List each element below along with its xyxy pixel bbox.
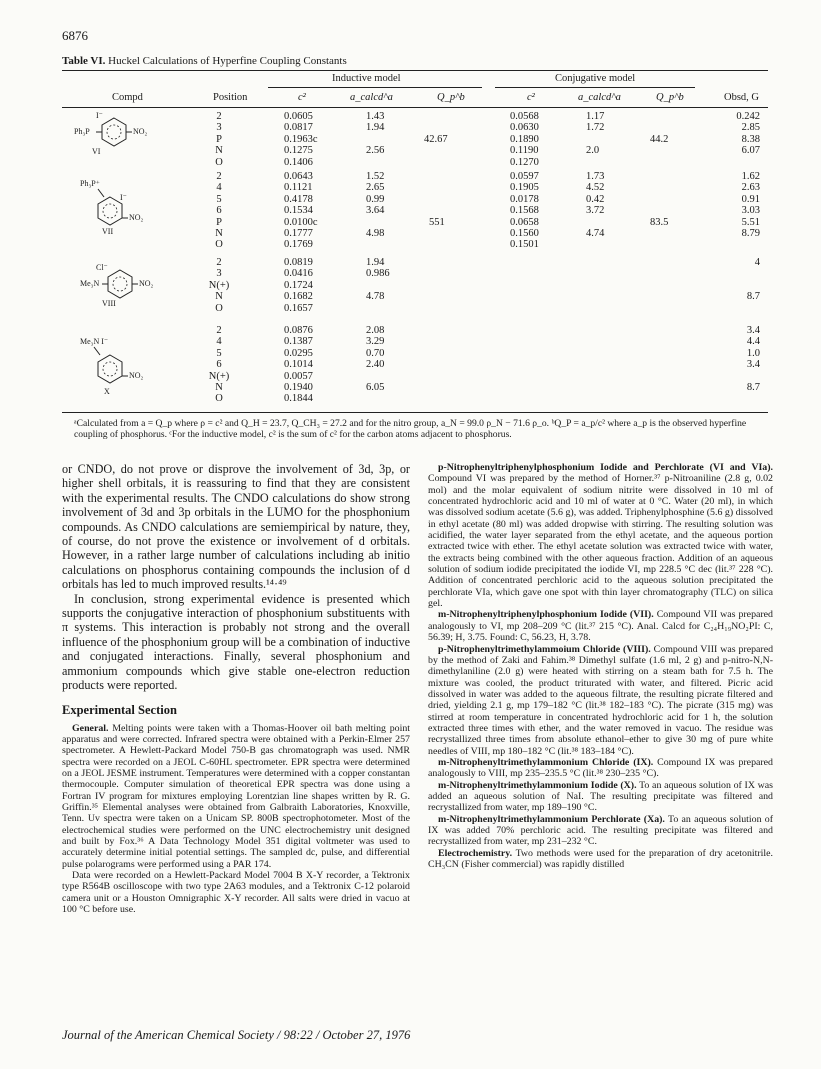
vi-ind-a: 1.43 1.94 2.56 bbox=[366, 111, 385, 157]
viii-substituent: Me₃N bbox=[80, 279, 100, 288]
vii-conj-a: 1.73 4.52 0.42 3.72 4.74 bbox=[586, 171, 605, 240]
header-ind-qp: Q_p^b bbox=[437, 92, 465, 103]
table-top-rule bbox=[62, 70, 768, 71]
vii-ind-q: 551 bbox=[429, 216, 445, 228]
x-position: 2 4 5 6 N(+) N O bbox=[208, 325, 230, 405]
procedure-x-text: To an aqueous solution of IX was added an aqueous solution of NaI. The resulting precipitate was filtered and recrystallized from water, mp 189–190 °C. bbox=[428, 779, 773, 814]
x-substituent: Me₃N I⁻ bbox=[80, 337, 109, 346]
conjugative-model-header: Conjugative model bbox=[555, 73, 636, 84]
procedure-ix-text: Compound IX was prepared analogously to VIII, mp 235–235.5 °C (lit.³⁸ 230–235 °C). bbox=[428, 756, 773, 780]
vi-position: 2 3 P N O bbox=[215, 111, 223, 168]
inductive-model-header: Inductive model bbox=[332, 73, 401, 84]
procedure-xa-heading: m-Nitrophenyltrimethylammonium Perchlorate (Xa). bbox=[438, 813, 665, 825]
procedure-vi-heading: p-Nitrophenyltriphenylphosphonium Iodide and Perchlorate (VI and VIa). bbox=[438, 462, 773, 473]
procedure-vi-text: Compound VI was prepared by the method of Horner.³⁷ p-Nitroaniline (2.8 g, 0.02 mol) and the molar equivalent of sodium nitrite were dissolved in 10 ml of concentrated hydrochloric acid and 10 ml of water at 0 °C. Water (20 ml), in which was dissolved sodium acetate (5.6 g), was added. Triphenylphosphine (5.6 g) dissolved in ethyl acetate (80 ml) was added dropwise with stirring. The resulting solution was acidified, the water layer separated from the ethyl acetate, and the aqueous portion extracted twice with ether. The ethyl acetate solution was extracted twice with water, the extracts being combined with the other aqueous fraction. Addition of an aqueous solution of sodium iodide precipitated the iodide VI, mp 228.5 °C dec (lit.³⁷ 228 °C). Addition of concentrated perchloric acid to the aqueous solution precipitated the perchlorate VIa, which gave one spot with thin layer chromatography (TLC) on silica gel. bbox=[428, 473, 773, 610]
body-paragraph-cndo: or CNDO, do not prove or disprove the involvement of 3d, 3p, or higher shell orbitals, it is reassuring to find that they are consistent with the experimental results. The CNDO calculations do show strong involvement of 3d and 3p orbitals in the LUMO for the phosphonium compounds. As CNDO calculations are semiempirical by nature, they, of course, do not prove the existence or involvement of d orbitals. However, in a rather large number of calculations including ab initio calculations on phosphorus containing compounds the inclusion of d orbitals has led to much improved results.¹⁴·⁴⁹ bbox=[62, 462, 410, 592]
conjugative-group-rule bbox=[495, 87, 695, 88]
vi-substituent: Ph₃P bbox=[74, 127, 90, 136]
table-footnote-text: ᵃCalculated from a = Q_p where ρ = c² and Q_H = 23.7, Q_CH₃ = 27.2 and for the nitro group, a_N = 99.0 ρ_N − 71.6 ρ_o. ᵇQ_P = a_p/c² where a_p is the observed hyperfine coupling of phosphorus. ᶜFor the inductive model, c² is the sum of c² for the carbon atoms adjacent to phosphorus. bbox=[74, 418, 747, 440]
procedure-vi bbox=[428, 462, 773, 609]
vii-ind-a: 1.52 2.65 0.99 3.64 4.98 bbox=[366, 171, 385, 240]
x-ind-a: 2.08 3.29 0.70 2.40 6.05 bbox=[366, 325, 385, 394]
x-label: X bbox=[104, 387, 110, 396]
header-ind-c2: c² bbox=[298, 92, 306, 103]
table-title-text: Huckel Calculations of Hyperfine Coupling Constants bbox=[108, 55, 347, 67]
vii-obsd: 1.62 2.63 0.91 3.03 5.51 8.79 bbox=[741, 171, 760, 240]
header-conj-c2: c² bbox=[527, 92, 535, 103]
vii-counterion: I⁻ bbox=[120, 193, 127, 202]
header-conj-qp: Q_p^b bbox=[656, 92, 684, 103]
experimental-section-heading: Experimental Section bbox=[62, 702, 177, 717]
general-heading: General. bbox=[72, 722, 109, 734]
table-header-rule bbox=[62, 107, 768, 108]
procedure-electrochemistry bbox=[428, 848, 773, 871]
vi-label: VI bbox=[92, 147, 101, 156]
table-footnote bbox=[74, 418, 764, 440]
procedure-viii-text: Compound VIII was prepared by the method of Zaki and Fahim.³⁸ Dimethyl sulfate (1.6 ml, 2 g) and p-nitro-N,N-dimethylaniline (2.0 g) were heated with stirring on a steam bath for 7.5 h. The mixture was cooled, the product triturated with water, and filtered. Picric acid dissolved in water was added to the aqueous filtrate, the resulting picrate filtered and dried, yielding 2.1 g, mp 179–182 °C (lit.³⁸ 182–183 °C). The picrate (315 mg) was stirred at room temperature in concentrated hydrochloric acid for 1 h, the solution extracted three times with ether, and the water removed in vacuo. The residue was recrystallized three times from absolute ethanol–ether to give 30 mg of pure white needles of VIII, mp 180–182 °C (lit.³⁸ 183–184 °C). bbox=[428, 643, 774, 757]
vii-conj-c2: 0.0597 0.1905 0.0178 0.1568 0.0658 0.1560 0.1501 bbox=[510, 171, 539, 251]
right-column bbox=[428, 462, 773, 870]
structure-vi bbox=[74, 111, 154, 155]
viii-label: VIII bbox=[102, 299, 116, 308]
table-bottom-rule bbox=[62, 412, 768, 413]
body-paragraph-conclusion: In conclusion, strong experimental evidence is presented which supports the conjugative interaction of phosphonium substituents with π systems. This interaction is probably not strong and the overall influence of the phosphonium group will be a combination of inductive and conjugated interactions. Finally, several phosphonium and ammonium compounds which give stable one-electron reduction products were reported. bbox=[62, 591, 410, 693]
structure-viii bbox=[80, 263, 160, 307]
vii-ind-c2: 0.0643 0.1121 0.4178 0.1534 0.0100c 0.1777 0.1769 bbox=[284, 171, 318, 251]
electrochemistry-text: Two methods were used for the preparation of dry acetonitrile. CH₃CN (Fisher commercial) was rapidly distilled bbox=[428, 847, 773, 871]
viii-position: 2 3 N(+) N O bbox=[208, 257, 230, 314]
electrochemistry-heading: Electrochemistry. bbox=[438, 847, 513, 859]
viii-nitro: NO₂ bbox=[139, 279, 154, 288]
vii-substituent: Ph₃P⁺ bbox=[80, 179, 100, 188]
general-paragraph bbox=[62, 723, 410, 870]
inductive-group-rule bbox=[268, 87, 482, 88]
procedure-vii-text: Compound VII was prepared analogously to VI, mp 208–209 °C (lit.³⁷ 215 °C). Anal. Calcd for C₂₄H₁₉NO₂PI: C, 56.39; H, 3.75. Found: C, 56.23, H, 3.78. bbox=[428, 609, 773, 644]
header-conj-acalcd: a_calcd^a bbox=[578, 92, 621, 103]
header-position: Position bbox=[213, 92, 248, 103]
header-obsd: Obsd, G bbox=[724, 92, 760, 103]
vi-conj-c2: 0.0568 0.0630 0.1890 0.1190 0.1270 bbox=[510, 111, 539, 168]
vi-conj-a: 1.17 1.72 2.0 bbox=[586, 111, 605, 157]
header-ind-acalcd: a_calcd^a bbox=[350, 92, 393, 103]
procedure-viii-heading: p-Nitrophenyltrimethylammoium Chloride (VIII). bbox=[438, 643, 651, 655]
data-recording-paragraph: Data were recorded on a Hewlett-Packard Model 7004 B X-Y recorder, a Tektronix type R564B oscilloscope with two type 2A63 modules, and a Tektronix C-12 polaroid camera unit or a Houston Omnigraphic X-Y recorder. All salts were dried in vacuo at 100 °C before use. bbox=[62, 869, 410, 915]
table-label: Table VI. bbox=[62, 55, 106, 67]
structure-x bbox=[80, 333, 160, 395]
procedure-x bbox=[428, 780, 773, 814]
vii-nitro: NO₂ bbox=[129, 213, 144, 222]
vi-obsd: 0.242 2.85 8.38 6.07 bbox=[736, 111, 760, 157]
procedure-ix-heading: m-Nitrophenyltrimethylammonium Chloride (IX). bbox=[438, 756, 654, 768]
vii-position: 2 4 5 6 P N O bbox=[215, 171, 223, 251]
table-title bbox=[62, 55, 347, 67]
vii-label: VII bbox=[102, 227, 114, 236]
vi-nitro: NO₂ bbox=[133, 127, 148, 136]
procedure-viii bbox=[428, 644, 773, 757]
viii-counterion: Cl⁻ bbox=[96, 263, 108, 272]
vi-conj-q: 44.2 bbox=[650, 133, 669, 145]
procedure-xa-text: To an aqueous solution of IX was added 70% perchloric acid. The resulting precipitate was filtered and recrystallized from water, mp 231–232 °C. bbox=[428, 813, 773, 848]
left-column bbox=[62, 462, 410, 915]
viii-ind-c2: 0.0819 0.0416 0.1724 0.1682 0.1657 bbox=[284, 257, 313, 314]
procedure-vii-heading: m-Nitrophenyltriphenylphosphonium Iodide (VII). bbox=[438, 609, 654, 621]
journal-footer: Journal of the American Chemical Society / 98:22 / October 27, 1976 bbox=[62, 1028, 411, 1042]
vi-ind-q: 42.67 bbox=[424, 133, 448, 145]
x-obsd: 3.4 4.4 1.0 3.4 8.7 bbox=[746, 325, 760, 394]
procedure-vii bbox=[428, 609, 773, 643]
viii-ind-a: 1.94 0.986 4.78 bbox=[366, 257, 390, 303]
x-ind-c2: 0.0876 0.1387 0.0295 0.1014 0.0057 0.1940 0.1844 bbox=[284, 325, 313, 405]
procedure-ix bbox=[428, 757, 773, 780]
x-nitro: NO₂ bbox=[129, 371, 144, 380]
header-compd: Compd bbox=[112, 92, 143, 103]
page-number: 6876 bbox=[62, 28, 88, 43]
vi-ind-c2: 0.0605 0.0817 0.1963c 0.1275 0.1406 bbox=[284, 111, 318, 168]
vii-conj-q: 83.5 bbox=[650, 216, 669, 228]
procedure-x-heading: m-Nitrophenyltrimethylammonium Iodide (X). bbox=[438, 779, 637, 791]
procedure-xa bbox=[428, 814, 773, 848]
general-text: Melting points were taken with a Thomas-Hoover oil bath melting point apparatus and were corrected. Infrared spectra were obtained with a Perkin-Elmer 257 spectrometer. A Hewlett-Packard Model 750-B gas chromatograph was used. NMR spectra were recorded on a JEOL C-60HL spectrometer. EPR spectra were determined on a JEOL JESME instrument. Temperatures were determined with a copper constantan thermocouple. Computer simulation of theoretical EPR spectra was done using a Fortran IV program for mixtures employing Lorentzian line shapes written by R. G. Griffin.³⁵ Elemental analyses were obtained from Galbraith Laboratories, Knoxville, Tenn. Uv spectra were taken on a Unicam SP. 800B spectrophotometer. Most of the electrochemical studies were performed on the UNC electrochemistry unit designed and built by Fox.³⁶ A Data Technology Model 351 digital voltmeter was used to accurately determine initial potential settings. The sampled dc, pulse, and differential pulse polarograms were performed using a PAR 174. bbox=[62, 722, 411, 870]
viii-obsd: 4 8.7 bbox=[746, 257, 760, 303]
structure-vii bbox=[80, 175, 160, 235]
vi-counterion: I⁻ bbox=[96, 111, 103, 120]
